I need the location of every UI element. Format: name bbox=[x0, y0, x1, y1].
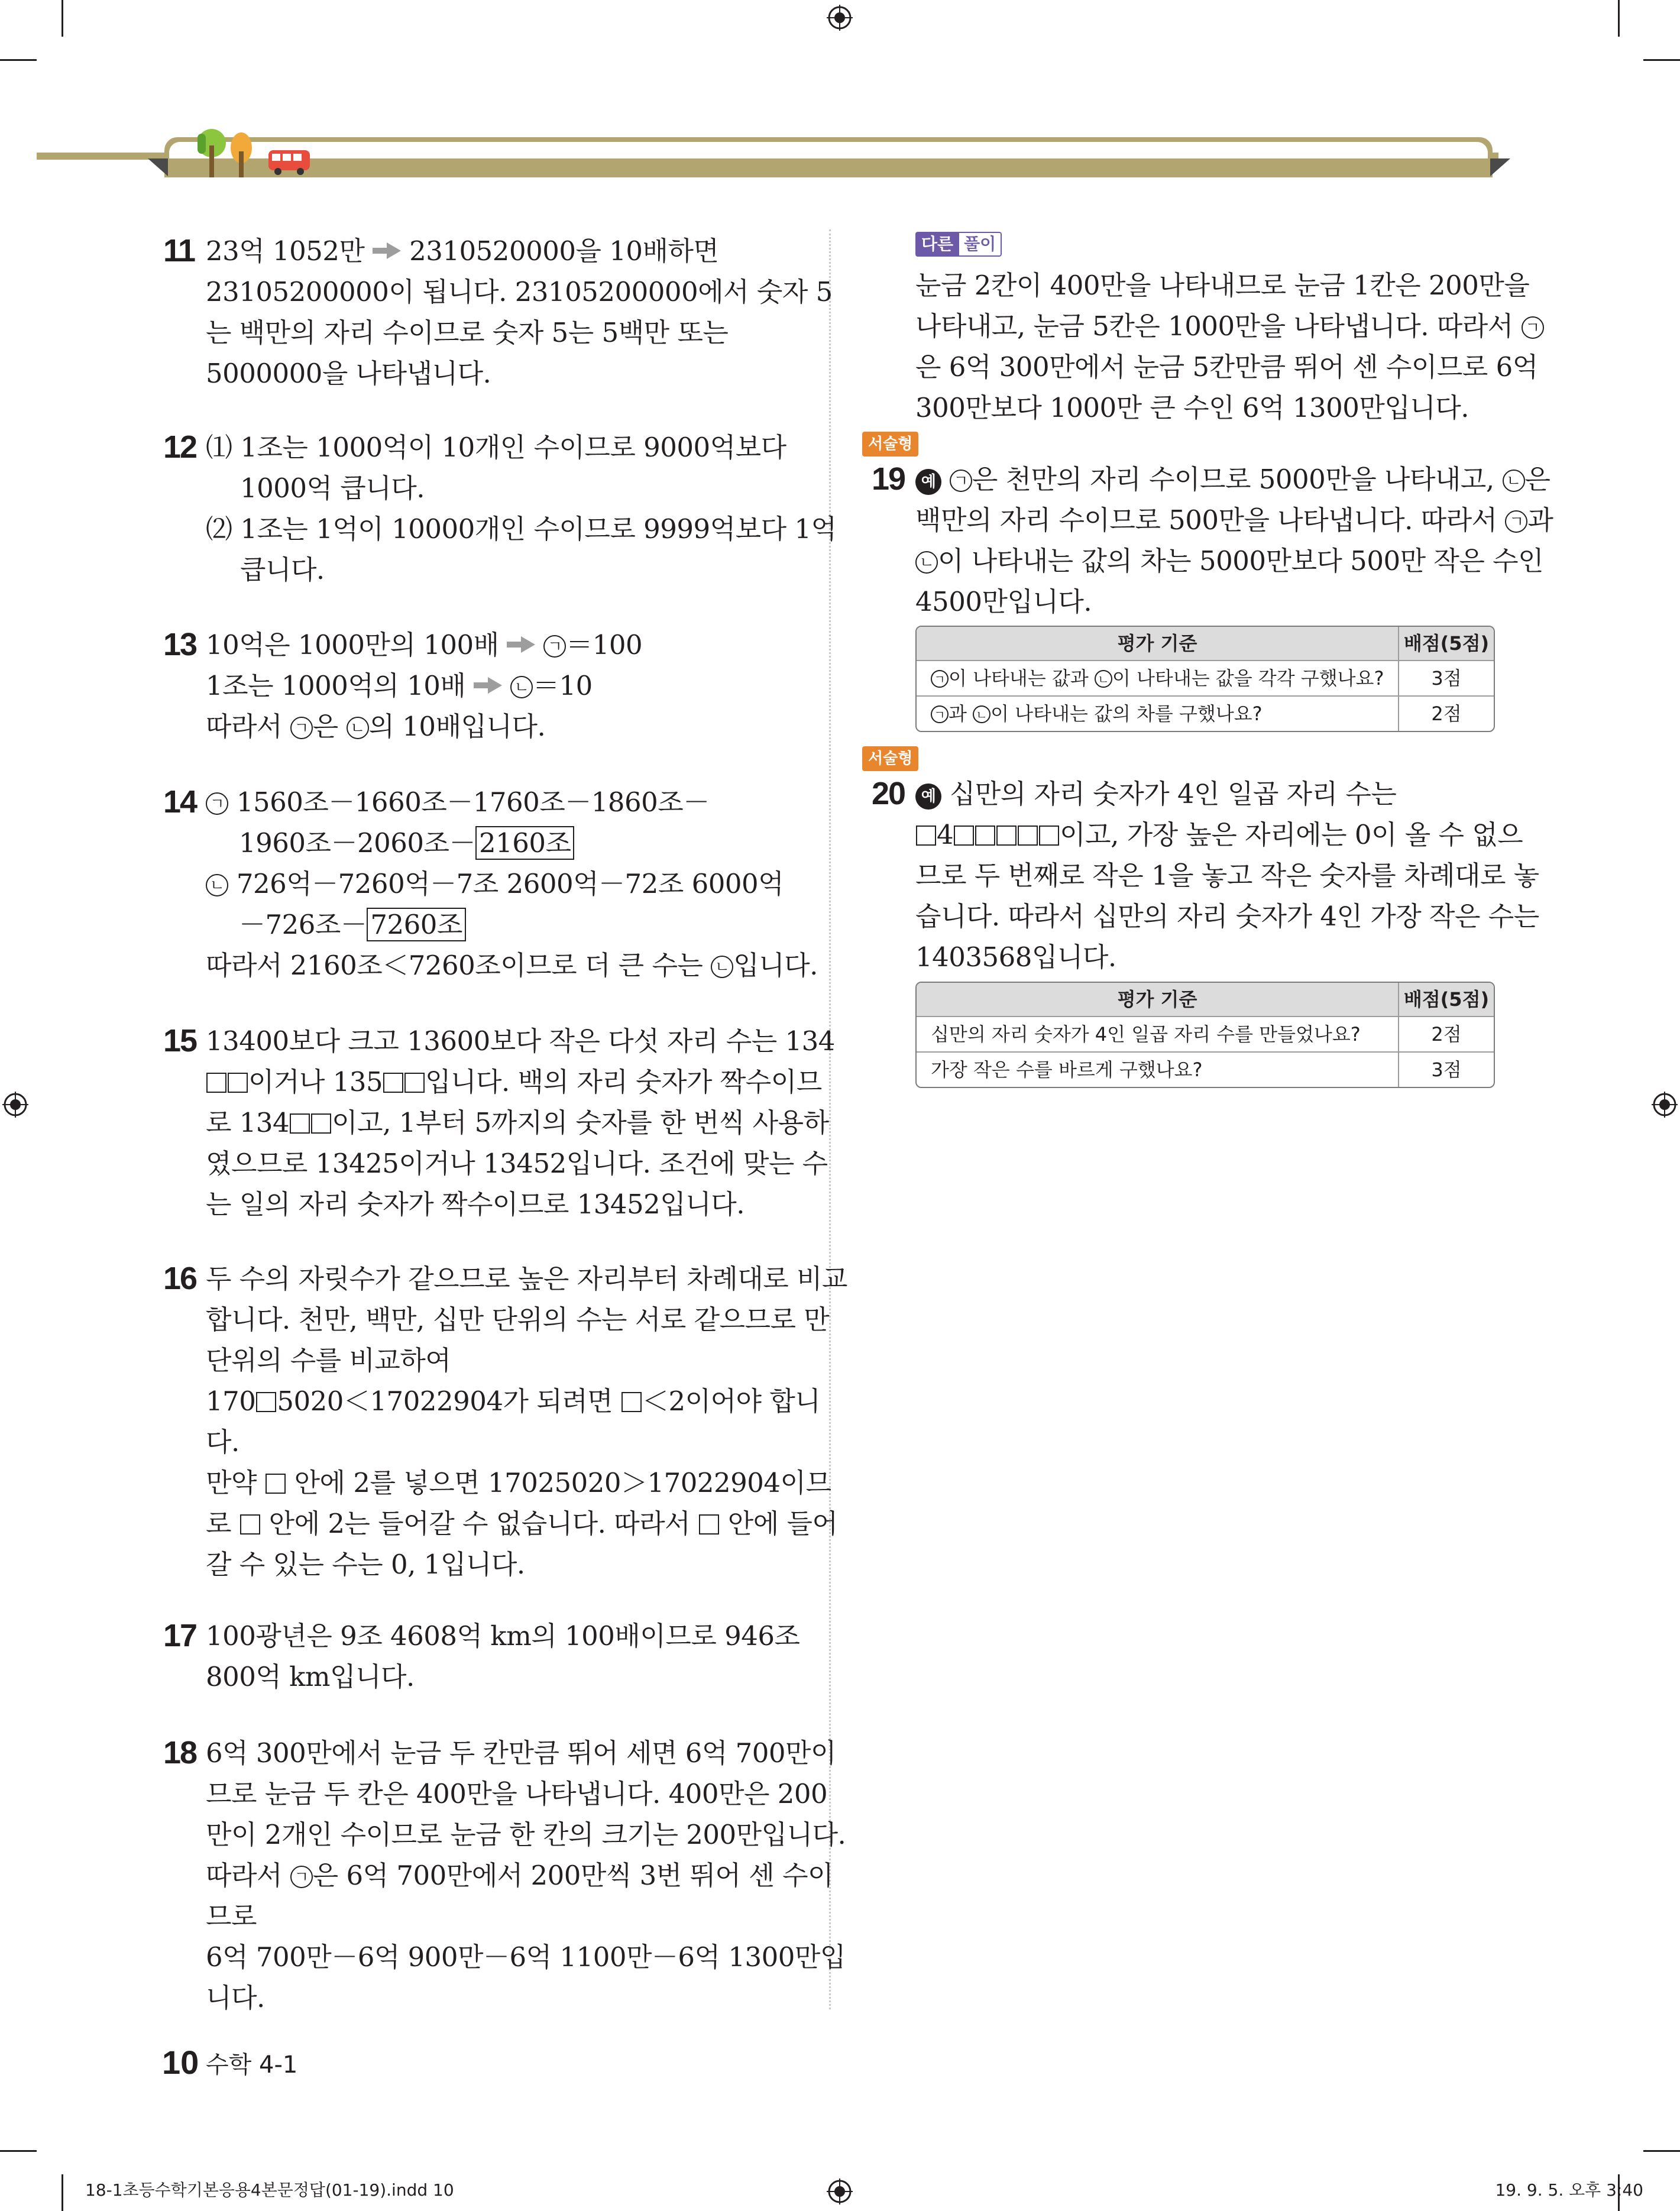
registration-mark-icon bbox=[1652, 1092, 1678, 1118]
text: 1000억 큽니다. bbox=[240, 472, 425, 504]
header-corner-right-icon bbox=[1490, 158, 1510, 176]
circled-nieun: ㄴ bbox=[206, 874, 228, 896]
text: 므로 bbox=[206, 1901, 257, 1932]
problem-17 bbox=[206, 1616, 799, 1697]
rubric-score: 2점 bbox=[1398, 697, 1494, 731]
text: 만이 2개인 수이므로 눈금 한 칸의 크기는 200만입니다. bbox=[206, 1819, 846, 1850]
sub-marker: ⑵ bbox=[206, 513, 232, 545]
crop-mark bbox=[61, 2174, 63, 2211]
problem-number: 11 bbox=[163, 233, 195, 268]
rubric-criteria: 십만의 자리 숫자가 4인 일곱 자리 수를 만들었나요? bbox=[931, 1023, 1361, 1045]
text: 므로 눈금 두 칸은 400만을 나타냅니다. 400만은 200 bbox=[206, 1778, 828, 1809]
text: 따라서 2160조＜7260조이므로 더 큰 수는 bbox=[206, 950, 703, 981]
rubric-criteria: 가장 작은 수를 바르게 구했나요? bbox=[931, 1058, 1203, 1081]
text: 23억 1052만 bbox=[206, 235, 365, 267]
rubric-header-criteria: 평가 기준 bbox=[1117, 988, 1197, 1011]
text: 갈 수 있는 수는 0, 1입니다. bbox=[206, 1549, 525, 1580]
text: ＝10 bbox=[533, 670, 593, 701]
crop-mark bbox=[1618, 0, 1620, 37]
text: 5020＜17022904가 되려면 bbox=[277, 1385, 613, 1417]
text: 이 나타내는 값을 각각 구했나요? bbox=[1112, 667, 1384, 689]
text: 므로 두 번째로 작은 1을 놓고 작은 숫자를 차례대로 놓 bbox=[915, 860, 1539, 891]
text: 이고, 가장 높은 자리에는 0이 올 수 없으 bbox=[1060, 819, 1523, 850]
problem-number: 14 bbox=[163, 784, 197, 820]
bus-icon bbox=[267, 148, 311, 176]
circled-nieun: ㄴ bbox=[1095, 670, 1112, 688]
problem-15 bbox=[206, 1021, 835, 1225]
problem-11 bbox=[206, 231, 833, 394]
problem-12 bbox=[206, 427, 837, 590]
text: 6억 700만－6억 900만－6억 1100만－6억 1300만입 bbox=[206, 1941, 846, 1973]
crop-mark bbox=[61, 0, 63, 37]
text: 니다. bbox=[206, 1982, 265, 2013]
footer-timestamp: 19. 9. 5. 오후 3:40 bbox=[1495, 2180, 1643, 2200]
footer-file-name: 18-1초등수학기본응용4본문정답(01-19).indd 10 bbox=[85, 2180, 454, 2200]
circled-giyeok: ㄱ bbox=[931, 670, 949, 688]
circled-giyeok: ㄱ bbox=[543, 635, 566, 658]
arrow-right-icon bbox=[373, 242, 401, 259]
circled-giyeok: ㄱ bbox=[1522, 316, 1544, 339]
text: 5000000을 나타냅니다. bbox=[206, 358, 491, 389]
text: 합니다. 천만, 백만, 십만 단위의 수는 서로 같으므로 만 bbox=[206, 1304, 830, 1335]
text: 만약 bbox=[206, 1467, 257, 1498]
example-icon: 예 bbox=[915, 469, 941, 495]
rubric-score: 3점 bbox=[1398, 1053, 1494, 1087]
registration-mark-icon bbox=[827, 2178, 853, 2204]
text: 안에 들어 bbox=[727, 1508, 838, 1539]
blank-box bbox=[975, 826, 995, 846]
text: 은 bbox=[312, 711, 338, 742]
text: 1403568입니다. bbox=[915, 941, 1116, 973]
registration-mark-icon bbox=[2, 1092, 28, 1118]
text: 23105200000이 됩니다. 23105200000에서 숫자 5 bbox=[206, 276, 833, 307]
alt-solution bbox=[915, 265, 1544, 428]
rubric-table-19 bbox=[915, 626, 1495, 732]
text: 이 나타내는 값과 bbox=[949, 667, 1089, 689]
blank-box bbox=[621, 1392, 642, 1412]
rubric-header-score: 배점(5점) bbox=[1398, 983, 1494, 1016]
tree-icon bbox=[195, 128, 260, 177]
crop-mark bbox=[0, 2150, 37, 2152]
blank-box bbox=[206, 1073, 226, 1093]
blank-box bbox=[699, 1514, 719, 1535]
blank-box bbox=[383, 1073, 403, 1093]
circled-giyeok: ㄱ bbox=[1505, 510, 1527, 533]
rubric-score: 2점 bbox=[1398, 1017, 1494, 1051]
text: 두 수의 자릿수가 같으므로 높은 자리부터 차례대로 비교 bbox=[206, 1263, 847, 1294]
rubric-row bbox=[917, 1016, 1494, 1051]
text: 나타내고, 눈금 5칸은 1000만을 나타냅니다. 따라서 bbox=[915, 310, 1513, 342]
example-icon: 예 bbox=[915, 784, 941, 810]
problem-number: 20 bbox=[872, 776, 905, 811]
text: 1조는 1억이 10000개인 수이므로 9999억보다 1억 bbox=[240, 513, 837, 545]
circled-nieun: ㄴ bbox=[347, 717, 369, 739]
text: －726조－ bbox=[239, 909, 367, 940]
blank-box bbox=[996, 826, 1017, 846]
page-number: 10 bbox=[162, 2044, 199, 2081]
problem-14 bbox=[206, 782, 818, 986]
text: 눈금 2칸이 400만을 나타내므로 눈금 1칸은 200만을 bbox=[915, 270, 1530, 301]
text: 6억 300만에서 눈금 두 칸만큼 뛰어 세면 6억 700만이 bbox=[206, 1737, 836, 1769]
circled-giyeok: ㄱ bbox=[290, 717, 313, 739]
blank-box bbox=[240, 1514, 260, 1535]
text: 1조는 1000억이 10개인 수이므로 9000억보다 bbox=[240, 432, 786, 463]
problem-18 bbox=[206, 1733, 846, 2018]
circled-nieun: ㄴ bbox=[711, 956, 733, 978]
text: 과 bbox=[1527, 504, 1553, 536]
rubric-header bbox=[917, 983, 1494, 1016]
text: 안에 2는 들어갈 수 없습니다. 따라서 bbox=[268, 1508, 691, 1539]
crop-mark bbox=[0, 59, 37, 61]
rubric-header-score: 배점(5점) bbox=[1398, 627, 1494, 660]
blank-box bbox=[954, 826, 974, 846]
rubric-table-20 bbox=[915, 982, 1495, 1088]
circled-nieun: ㄴ bbox=[1503, 470, 1525, 492]
blank-box bbox=[1039, 826, 1059, 846]
text: 과 bbox=[949, 703, 967, 725]
circled-giyeok: ㄱ bbox=[931, 705, 949, 723]
page-subject: 수학 4-1 bbox=[206, 2051, 298, 2079]
text: 1960조－2060조－ bbox=[239, 827, 475, 859]
text: 는 일의 자리 숫자가 짝수이므로 13452입니다. bbox=[206, 1189, 744, 1220]
text: 이거나 135 bbox=[248, 1066, 383, 1098]
text: 이 나타내는 값의 차를 구했나요? bbox=[990, 703, 1263, 725]
sub-marker: ⑴ bbox=[206, 432, 232, 463]
text: 따라서 bbox=[206, 711, 282, 742]
text: 였으므로 13425이거나 13452입니다. 조건에 맞는 수 bbox=[206, 1148, 828, 1179]
problem-number: 12 bbox=[163, 429, 197, 465]
text: 다. bbox=[206, 1426, 239, 1458]
arrow-right-icon bbox=[507, 636, 535, 653]
text: 100광년은 9조 4608억 km의 100배이므로 946조 bbox=[206, 1620, 800, 1652]
text: 이고, 1부터 5까지의 숫자를 한 번씩 사용하 bbox=[332, 1107, 829, 1138]
problem-13 bbox=[206, 624, 642, 747]
text: ＝100 bbox=[566, 629, 643, 661]
descriptive-badge: 서술형 bbox=[862, 432, 918, 457]
text: 13400보다 크고 13600보다 작은 다섯 자리 수는 134 bbox=[206, 1025, 835, 1057]
text: 로 134 bbox=[206, 1107, 290, 1138]
text: 안에 2를 넣으면 17025020＞17022904이므 bbox=[294, 1467, 831, 1498]
circled-nieun: ㄴ bbox=[973, 705, 990, 723]
blank-box bbox=[228, 1073, 248, 1093]
text: 로 bbox=[206, 1508, 231, 1539]
text: 는 백만의 자리 수이므로 숫자 5는 5백만 또는 bbox=[206, 317, 729, 348]
blank-box bbox=[916, 826, 936, 846]
text: 의 10배입니다. bbox=[368, 711, 546, 742]
header-corner-left-icon bbox=[148, 158, 168, 176]
text: 따라서 bbox=[206, 1860, 282, 1891]
blank-box bbox=[256, 1392, 276, 1412]
circled-nieun: ㄴ bbox=[915, 551, 938, 574]
text: 10억은 1000만의 100배 bbox=[206, 629, 499, 661]
answer-box: 7260조 bbox=[367, 908, 466, 941]
problem-number: 17 bbox=[163, 1618, 197, 1653]
text: 은 bbox=[1524, 464, 1550, 495]
blank-box bbox=[311, 1113, 331, 1134]
descriptive-badge: 서술형 bbox=[862, 746, 918, 771]
text: 300만보다 1000만 큰 수인 6억 1300만입니다. bbox=[915, 392, 1469, 423]
text: 단위의 수를 비교하여 bbox=[206, 1345, 451, 1376]
text: 800억 km입니다. bbox=[206, 1661, 415, 1692]
text: ＜2이어야 합니 bbox=[642, 1385, 821, 1417]
text: 1560조－1660조－1760조－1860조－ bbox=[236, 786, 710, 818]
rubric-header-criteria: 평가 기준 bbox=[1117, 632, 1197, 655]
problem-number: 13 bbox=[163, 627, 197, 662]
text: 4500만입니다. bbox=[915, 586, 1092, 617]
header-band bbox=[164, 158, 1493, 177]
text: 1조는 1000억의 10배 bbox=[206, 670, 466, 701]
problem-number: 19 bbox=[872, 461, 905, 497]
blank-box bbox=[404, 1073, 425, 1093]
rubric-row bbox=[917, 1051, 1494, 1087]
arrow-right-icon bbox=[474, 677, 502, 694]
crop-mark bbox=[1643, 2150, 1680, 2152]
text: 입니다. bbox=[733, 950, 818, 981]
rubric-row bbox=[917, 695, 1494, 731]
text: 2310520000을 10배하면 bbox=[409, 235, 719, 267]
text: 은 6억 300만에서 눈금 5칸만큼 뛰어 센 수이므로 6억 bbox=[915, 351, 1538, 383]
text: 4 bbox=[937, 819, 954, 850]
blank-box bbox=[266, 1474, 286, 1494]
circled-giyeok: ㄱ bbox=[950, 470, 972, 492]
text: 십만의 자리 숫자가 4인 일곱 자리 수는 bbox=[949, 778, 1397, 810]
problem-16 bbox=[206, 1258, 847, 1585]
problem-number: 18 bbox=[163, 1735, 197, 1770]
text: 은 천만의 자리 수이므로 5000만을 나타내고, bbox=[972, 464, 1494, 495]
text: 입니다. 백의 자리 숫자가 짝수이므 bbox=[425, 1066, 822, 1098]
badge-label: 다른 bbox=[915, 232, 959, 257]
registration-mark-icon bbox=[827, 5, 853, 31]
text: 은 6억 700만에서 200만씩 3번 뛰어 센 수이 bbox=[312, 1860, 834, 1891]
problem-19 bbox=[915, 459, 1553, 622]
text: 습니다. 따라서 십만의 자리 숫자가 4인 가장 작은 수는 bbox=[915, 901, 1539, 932]
rubric-score: 3점 bbox=[1398, 661, 1494, 695]
problem-number: 16 bbox=[163, 1261, 197, 1296]
circled-nieun: ㄴ bbox=[510, 676, 533, 698]
blank-box bbox=[1018, 826, 1038, 846]
circled-giyeok: ㄱ bbox=[206, 792, 228, 815]
answer-box: 2160조 bbox=[475, 826, 575, 860]
problem-20 bbox=[915, 773, 1539, 977]
rubric-row bbox=[917, 660, 1494, 695]
text: 726억－7260억－7조 2600억－72조 6000억 bbox=[236, 868, 784, 899]
text: 170 bbox=[206, 1385, 256, 1417]
badge-label: 풀이 bbox=[959, 232, 1002, 257]
problem-number: 15 bbox=[163, 1023, 197, 1058]
crop-mark bbox=[1643, 59, 1680, 61]
circled-giyeok: ㄱ bbox=[290, 1866, 313, 1888]
alt-solution-badge bbox=[915, 232, 1002, 257]
rubric-header bbox=[917, 627, 1494, 660]
blank-box bbox=[290, 1113, 310, 1134]
text: 백만의 자리 수이므로 500만을 나타냅니다. 따라서 bbox=[915, 504, 1497, 536]
text: 이 나타내는 값의 차는 5000만보다 500만 작은 수인 bbox=[938, 545, 1544, 577]
text: 큽니다. bbox=[240, 554, 325, 585]
